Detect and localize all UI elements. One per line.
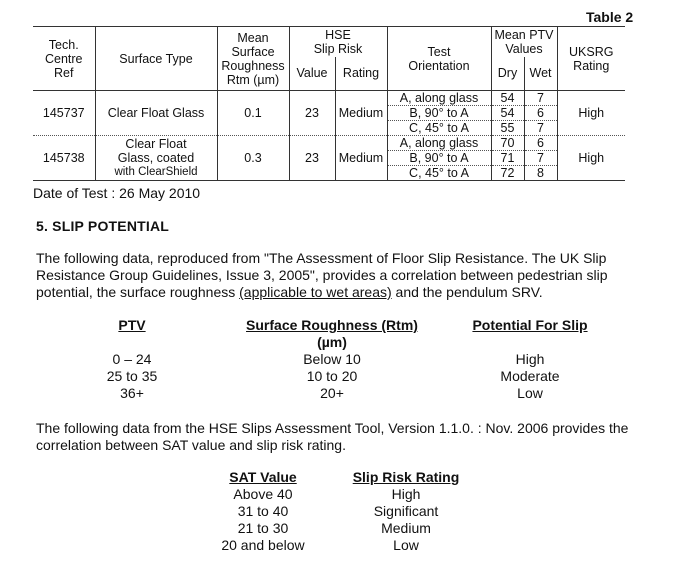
cell-orientation: C, 45° to A: [387, 166, 491, 181]
cell-dry: 71: [491, 151, 524, 166]
cell-dry: 54: [491, 91, 524, 106]
cell-dry: 70: [491, 136, 524, 151]
cell-dry: 55: [491, 121, 524, 136]
cell-orientation: C, 45° to A: [387, 121, 491, 136]
header-dry: Dry: [491, 57, 524, 91]
cell-ref: 145737: [33, 91, 95, 136]
header-uksrg: UKSRG Rating: [557, 27, 625, 91]
paragraph-slip-potential: The following data, reproduced from "The Assessment of Floor Slip Resistance. The UK Slip Resistance Group Guidelines, Issue 3, 2005", provides a correlation between pedestrian slip potential, the surface roughness (applicable to wet areas) and the pendulum SRV.: [36, 250, 608, 300]
cell-orientation: A, along glass: [387, 91, 491, 106]
cell-orientation: A, along glass: [387, 136, 491, 151]
cell-wet: 7: [524, 151, 557, 166]
cell-wet: 7: [524, 121, 557, 136]
cell-hse-rating: Medium: [335, 136, 387, 181]
cell-hse-value: 23: [289, 136, 335, 181]
cell-wet: 7: [524, 91, 557, 106]
roughness-column: Surface Roughness (Rtm) (µm) Below 10 10 to 20 20+: [246, 317, 418, 401]
header-hse-value: Value: [289, 57, 335, 91]
header-roughness: Mean Surface Roughness Rtm (µm): [217, 27, 289, 91]
table-row: [33, 91, 625, 106]
cell-roughness: 0.1: [217, 91, 289, 136]
header-hse-rating: Rating: [335, 57, 387, 91]
cell-surface: Clear Float Glass, coated with ClearShield: [95, 136, 217, 181]
date-of-test: Date of Test : 26 May 2010: [33, 185, 201, 201]
cell-hse-rating: Medium: [335, 91, 387, 136]
header-surface-type: Surface Type: [95, 27, 217, 91]
slip-risk-column: Slip Risk Rating High Significant Medium Low: [352, 469, 460, 553]
header-orientation: Test Orientation: [387, 27, 491, 91]
sat-value-column: SAT Value Above 40 31 to 40 21 to 30 20 and below: [221, 469, 305, 553]
cell-dry: 54: [491, 106, 524, 121]
paragraph-hse-tool: The following data from the HSE Slips Assessment Tool, Version 1.1.0. : Nov. 2006 provides the correlation between SAT value and slip risk rating.: [36, 420, 629, 453]
cell-orientation: B, 90° to A: [387, 151, 491, 166]
header-wet: Wet: [524, 57, 557, 91]
cell-surface: Clear Float Glass: [95, 91, 217, 136]
cell-wet: 6: [524, 136, 557, 151]
cell-roughness: 0.3: [217, 136, 289, 181]
cell-uksrg: High: [557, 91, 625, 136]
cell-orientation: B, 90° to A: [387, 106, 491, 121]
cell-hse-value: 23: [289, 91, 335, 136]
header-hse-slip-risk: HSE Slip Risk: [289, 27, 387, 57]
cell-uksrg: High: [557, 136, 625, 181]
header-mean-ptv: Mean PTV Values: [491, 27, 557, 57]
potential-column: Potential For Slip High Moderate Low: [472, 317, 588, 401]
header-tech-ref: Tech. Centre Ref: [33, 27, 95, 91]
table-row: [33, 136, 625, 151]
slip-test-table: [33, 26, 625, 181]
section-heading: 5. SLIP POTENTIAL: [36, 218, 170, 234]
underlined-note: (applicable to wet areas): [239, 284, 392, 300]
cell-dry: 72: [491, 166, 524, 181]
cell-wet: 8: [524, 166, 557, 181]
cell-wet: 6: [524, 106, 557, 121]
table-label: Table 2: [586, 9, 634, 25]
cell-ref: 145738: [33, 136, 95, 181]
ptv-column: PTV 0 – 24 25 to 35 36+: [106, 317, 158, 401]
